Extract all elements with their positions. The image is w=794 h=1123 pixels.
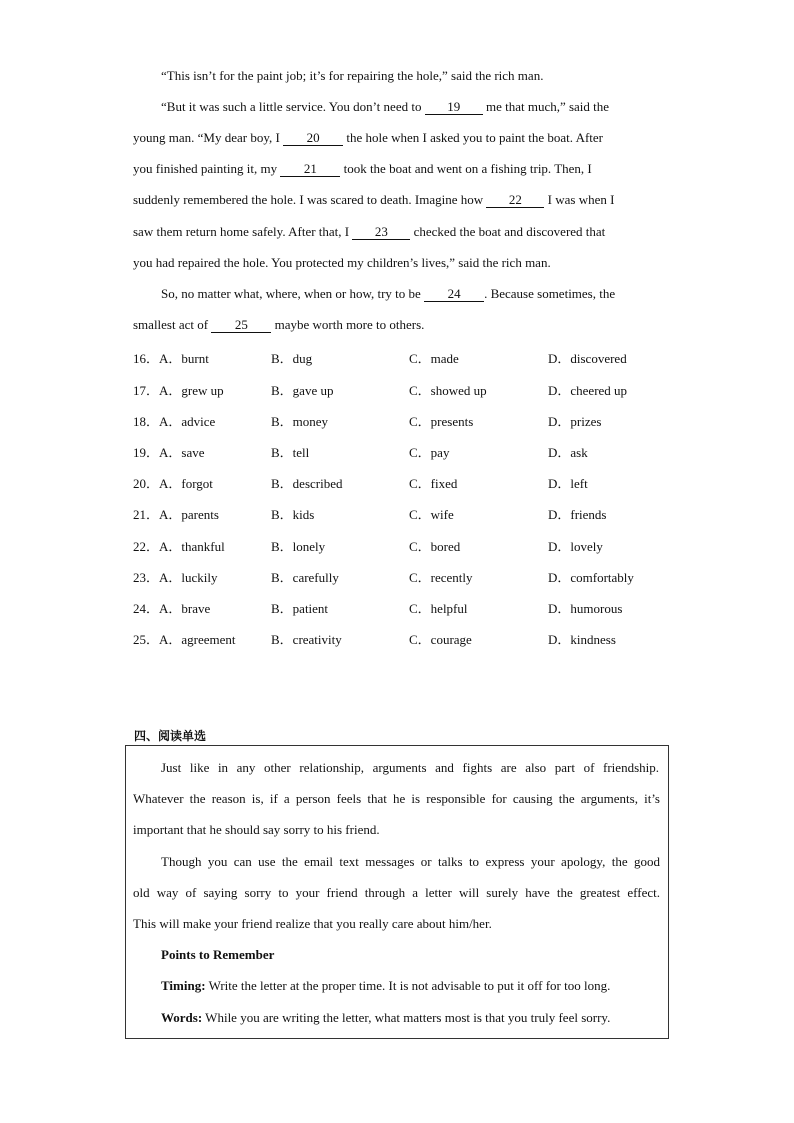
question-number: 25．: [133, 632, 160, 647]
passage-line: smallest act of 25 maybe worth more to others.: [133, 317, 425, 332]
option-a[interactable]: A．agreement: [159, 632, 236, 647]
reading-line: This will make your friend realize that you really care about him/her.: [133, 916, 492, 931]
passage-line: So, no matter what, where, when or how, try to be 24 . Because sometimes, the: [161, 286, 616, 301]
reading-line: Whatever the reason is, if a person feels that he is responsible for causing the arguments, it’s: [133, 791, 660, 806]
question-number: 17．: [133, 383, 160, 398]
option-b[interactable]: B．described: [271, 476, 343, 491]
option-d[interactable]: D．ask: [548, 445, 588, 460]
option-b[interactable]: B．gave up: [271, 383, 334, 398]
option-b[interactable]: B．money: [271, 414, 329, 429]
option-c[interactable]: C．courage: [409, 632, 472, 647]
option-c[interactable]: C．showed up: [409, 383, 487, 398]
option-b[interactable]: B．creativity: [271, 632, 342, 647]
option-a[interactable]: A．thankful: [159, 539, 225, 554]
option-d[interactable]: D．friends: [548, 507, 607, 522]
blank-20: 20: [283, 131, 343, 146]
option-b[interactable]: B．lonely: [271, 539, 326, 554]
question-row: [133, 442, 673, 462]
reading-line: old way of saying sorry to your friend through a letter will surely have the greatest effect.: [133, 885, 660, 900]
option-a[interactable]: A．grew up: [159, 383, 224, 398]
option-d[interactable]: D．left: [548, 476, 588, 491]
question-row: [133, 598, 673, 618]
option-d[interactable]: D．humorous: [548, 601, 623, 616]
question-row: [133, 504, 673, 524]
option-c[interactable]: C．presents: [409, 414, 474, 429]
passage-line: young man. “My dear boy, I 20 the hole when I asked you to paint the boat. After: [133, 130, 604, 145]
option-b[interactable]: B．tell: [271, 445, 310, 460]
option-a[interactable]: A．parents: [159, 507, 219, 522]
option-b[interactable]: B．carefully: [271, 570, 339, 585]
question-row: [133, 380, 673, 400]
question-number: 16．: [133, 351, 160, 366]
option-c[interactable]: C．made: [409, 351, 459, 366]
option-c[interactable]: C．helpful: [409, 601, 468, 616]
blank-25: 25: [211, 318, 271, 333]
option-b[interactable]: B．dug: [271, 351, 313, 366]
option-a[interactable]: A．save: [159, 445, 205, 460]
question-row: [133, 536, 673, 556]
option-c[interactable]: C．fixed: [409, 476, 458, 491]
option-c[interactable]: C．pay: [409, 445, 450, 460]
option-a[interactable]: A．advice: [159, 414, 216, 429]
option-a[interactable]: A．luckily: [159, 570, 218, 585]
question-row: [133, 567, 673, 587]
passage-line: you finished painting it, my 21 took the boat and went on a fishing trip. Then, I: [133, 161, 592, 176]
section-title: 四、阅读单选: [134, 729, 207, 743]
option-d[interactable]: D．discovered: [548, 351, 627, 366]
question-row: [133, 348, 673, 368]
question-number: 19．: [133, 445, 160, 460]
option-d[interactable]: D．lovely: [548, 539, 603, 554]
passage-line: suddenly remembered the hole. I was scared to death. Imagine how 22 I was when I: [133, 192, 615, 207]
option-d[interactable]: D．kindness: [548, 632, 616, 647]
option-a[interactable]: A．forgot: [159, 476, 213, 491]
blank-23: 23: [352, 225, 410, 240]
words-point: Words: While you are writing the letter, what matters most is that you truly feel sorry.: [161, 1010, 611, 1025]
question-number: 20．: [133, 476, 160, 491]
question-number: 24．: [133, 601, 160, 616]
question-row: [133, 473, 673, 493]
option-d[interactable]: D．cheered up: [548, 383, 628, 398]
reading-line: Just like in any other relationship, arguments and fights are also part of friendship.: [161, 760, 659, 775]
question-number: 23．: [133, 570, 160, 585]
option-c[interactable]: C．wife: [409, 507, 454, 522]
option-d[interactable]: D．comfortably: [548, 570, 634, 585]
option-b[interactable]: B．patient: [271, 601, 329, 616]
words-label: Words:: [161, 1010, 203, 1025]
option-d[interactable]: D．prizes: [548, 414, 602, 429]
blank-24: 24: [424, 287, 484, 302]
blank-19: 19: [425, 100, 483, 115]
option-c[interactable]: C．recently: [409, 570, 473, 585]
question-number: 18．: [133, 414, 160, 429]
option-c[interactable]: C．bored: [409, 539, 461, 554]
option-a[interactable]: A．brave: [159, 601, 211, 616]
points-heading: Points to Remember: [161, 947, 275, 962]
option-b[interactable]: B．kids: [271, 507, 315, 522]
passage-line: “This isn’t for the paint job; it’s for repairing the hole,” said the rich man.: [161, 68, 544, 83]
timing-label: Timing:: [161, 978, 206, 993]
passage-line: saw them return home safely. After that, I 23 checked the boat and discovered that: [133, 224, 606, 239]
passage-line: “But it was such a little service. You don’t need to 19 me that much,” said the: [161, 99, 610, 114]
passage-line: you had repaired the hole. You protected my children’s lives,” said the rich man.: [133, 255, 551, 270]
option-a[interactable]: A．burnt: [159, 351, 209, 366]
question-row: [133, 629, 673, 649]
timing-point: Timing: Write the letter at the proper time. It is not advisable to put it off for too long.: [161, 978, 611, 993]
blank-21: 21: [280, 162, 340, 177]
question-number: 22．: [133, 539, 160, 554]
question-number: 21．: [133, 507, 160, 522]
reading-line: important that he should say sorry to his friend.: [133, 822, 380, 837]
blank-22: 22: [486, 193, 544, 208]
reading-line: Though you can use the email text messages or talks to express your apology, the good: [161, 854, 660, 869]
question-row: [133, 411, 673, 431]
